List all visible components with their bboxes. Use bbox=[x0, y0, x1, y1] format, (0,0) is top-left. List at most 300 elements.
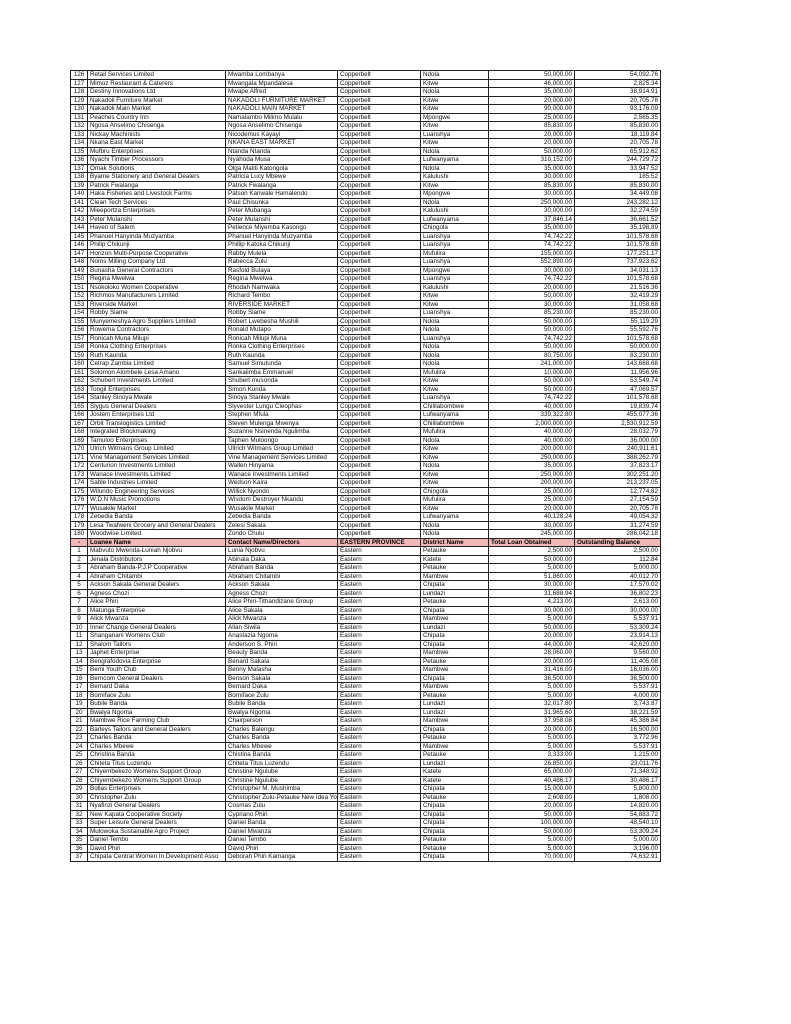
row-number: 138 bbox=[71, 173, 88, 182]
table-row bbox=[71, 292, 661, 301]
loan-register-table bbox=[70, 70, 661, 862]
province: Eastern bbox=[338, 751, 421, 760]
header-province: EASTERN PROVINCE bbox=[338, 538, 421, 547]
table-row bbox=[71, 181, 661, 190]
row-number: 158 bbox=[71, 343, 88, 352]
row-number: 167 bbox=[71, 419, 88, 428]
province: Copperbelt bbox=[338, 419, 421, 428]
total-loan: 30,000.00 bbox=[489, 581, 575, 590]
row-number: 129 bbox=[71, 96, 88, 105]
district: Luanshya bbox=[421, 232, 489, 241]
outstanding-balance: 455,077.36 bbox=[575, 411, 661, 420]
outstanding-balance: 101,578.68 bbox=[575, 232, 661, 241]
province: Eastern bbox=[338, 785, 421, 794]
table-row bbox=[71, 258, 661, 267]
row-number: 135 bbox=[71, 147, 88, 156]
total-loan: 25,000.00 bbox=[489, 496, 575, 505]
province: Copperbelt bbox=[338, 343, 421, 352]
loanee-name: Schubert Investments Limited bbox=[88, 377, 226, 386]
contact-name: David Phiri bbox=[226, 844, 338, 853]
outstanding-balance: 143,668.68 bbox=[575, 360, 661, 369]
district: Chipata bbox=[421, 632, 489, 641]
total-loan: 3,333.00 bbox=[489, 751, 575, 760]
outstanding-balance: 11,956.96 bbox=[575, 368, 661, 377]
total-loan: 5,000.00 bbox=[489, 734, 575, 743]
loanee-name: Philip Chikunji bbox=[88, 241, 226, 250]
total-loan: 20,000.00 bbox=[489, 96, 575, 105]
province: Eastern bbox=[338, 623, 421, 632]
province: Eastern bbox=[338, 615, 421, 624]
loanee-name: Bwalya Ngoma bbox=[88, 708, 226, 717]
total-loan: 30,000.00 bbox=[489, 266, 575, 275]
outstanding-balance: 54,883.72 bbox=[575, 810, 661, 819]
loanee-name: Bunasha General Contractors bbox=[88, 266, 226, 275]
district: Kitwe bbox=[421, 139, 489, 148]
province: Copperbelt bbox=[338, 147, 421, 156]
outstanding-balance: 36,000.00 bbox=[575, 436, 661, 445]
row-number: 130 bbox=[71, 105, 88, 114]
district: Katete bbox=[421, 776, 489, 785]
district: Luanshya bbox=[421, 130, 489, 139]
total-loan: 74,742.22 bbox=[489, 232, 575, 241]
row-number: 157 bbox=[71, 334, 88, 343]
province: Copperbelt bbox=[338, 445, 421, 454]
outstanding-balance: 244,729.72 bbox=[575, 156, 661, 165]
total-loan: 20,000.00 bbox=[489, 504, 575, 513]
contact-name: Rhodah Namwaka bbox=[226, 283, 338, 292]
district: Luanshya bbox=[421, 334, 489, 343]
district: Chingola bbox=[421, 224, 489, 233]
row-number: 28 bbox=[71, 776, 88, 785]
table-row bbox=[71, 700, 661, 709]
header-district: District Name bbox=[421, 538, 489, 547]
loanee-name: Horizon Multi-Purpose Cooperative bbox=[88, 249, 226, 258]
loanee-name: Haven of Salem bbox=[88, 224, 226, 233]
table-row bbox=[71, 802, 661, 811]
outstanding-balance: 3,743.87 bbox=[575, 700, 661, 709]
table-row bbox=[71, 122, 661, 131]
district: Mambwe bbox=[421, 572, 489, 581]
row-number: 154 bbox=[71, 309, 88, 318]
table-row bbox=[71, 581, 661, 590]
total-loan: 35,000.00 bbox=[489, 224, 575, 233]
loanee-name: Orbit Translogistics Limited bbox=[88, 419, 226, 428]
row-number: 19 bbox=[71, 700, 88, 709]
contact-name: Benson Sakala bbox=[226, 674, 338, 683]
province: Eastern bbox=[338, 632, 421, 641]
contact-name: Peter Mulanshi bbox=[226, 215, 338, 224]
total-loan: 50,000.00 bbox=[489, 343, 575, 352]
province: Copperbelt bbox=[338, 275, 421, 284]
outstanding-balance: 53,309.24 bbox=[575, 623, 661, 632]
contact-name: NKANA EAST MARKET bbox=[226, 139, 338, 148]
total-loan: 20,000.00 bbox=[489, 802, 575, 811]
table-row bbox=[71, 708, 661, 717]
district: Mambwe bbox=[421, 742, 489, 751]
province: Copperbelt bbox=[338, 181, 421, 190]
contact-name: Wedson Kaira bbox=[226, 479, 338, 488]
outstanding-balance: 185.52 bbox=[575, 173, 661, 182]
contact-name: Phillip Katoka Chikunji bbox=[226, 241, 338, 250]
row-number: 126 bbox=[71, 71, 88, 80]
table-row bbox=[71, 334, 661, 343]
province: Copperbelt bbox=[338, 292, 421, 301]
total-loan: 50,000.00 bbox=[489, 377, 575, 386]
district: Petauke bbox=[421, 657, 489, 666]
contact-name: NAKADOLI MAIN MARKET bbox=[226, 105, 338, 114]
district: Chingola bbox=[421, 487, 489, 496]
loanee-name: Super Leisure General Dealers bbox=[88, 819, 226, 828]
district: Petauke bbox=[421, 751, 489, 760]
table-row bbox=[71, 547, 661, 556]
province: Eastern bbox=[338, 555, 421, 564]
table-row bbox=[71, 96, 661, 105]
outstanding-balance: 40,012.70 bbox=[575, 572, 661, 581]
table-row bbox=[71, 606, 661, 615]
row-number: 147 bbox=[71, 249, 88, 258]
contact-name: Cosmas Zulu bbox=[226, 802, 338, 811]
row-number: 149 bbox=[71, 266, 88, 275]
district: Lundazi bbox=[421, 589, 489, 598]
total-loan: 50,000.00 bbox=[489, 623, 575, 632]
row-number: 176 bbox=[71, 496, 88, 505]
outstanding-balance: 213,237.05 bbox=[575, 479, 661, 488]
total-loan: 31,416.00 bbox=[489, 666, 575, 675]
outstanding-balance: 33,947.52 bbox=[575, 164, 661, 173]
district: Mufulira bbox=[421, 368, 489, 377]
province: Eastern bbox=[338, 666, 421, 675]
row-number: 22 bbox=[71, 725, 88, 734]
total-loan: 46,000.00 bbox=[489, 79, 575, 88]
table-row bbox=[71, 232, 661, 241]
district: Ndola bbox=[421, 147, 489, 156]
district: Mpongwe bbox=[421, 113, 489, 122]
loanee-name: W.D.N Music Promotions bbox=[88, 496, 226, 505]
contact-name: Robby Siame bbox=[226, 309, 338, 318]
contact-name: Chistina Banda bbox=[226, 751, 338, 760]
contact-name: Chairperson bbox=[226, 717, 338, 726]
row-number: 172 bbox=[71, 462, 88, 471]
row-number: 128 bbox=[71, 88, 88, 97]
outstanding-balance: 9,560.00 bbox=[575, 649, 661, 658]
loanee-name: Chiteta Titus Luzendu bbox=[88, 759, 226, 768]
outstanding-balance: 23,011.76 bbox=[575, 759, 661, 768]
outstanding-balance: 2,825.34 bbox=[575, 79, 661, 88]
province: Copperbelt bbox=[338, 190, 421, 199]
table-row bbox=[71, 623, 661, 632]
row-number: 150 bbox=[71, 275, 88, 284]
table-row bbox=[71, 419, 661, 428]
province: Copperbelt bbox=[338, 326, 421, 335]
outstanding-balance: 31,274.59 bbox=[575, 521, 661, 530]
total-loan: 5,000.00 bbox=[489, 691, 575, 700]
header-row-number: - bbox=[71, 538, 88, 547]
province: Copperbelt bbox=[338, 504, 421, 513]
total-loan: 85,830.00 bbox=[489, 181, 575, 190]
total-loan: 50,000.00 bbox=[489, 827, 575, 836]
header-contact-name: Contact Name/Directors bbox=[226, 538, 338, 547]
contact-name: Daniel Mwanza bbox=[226, 827, 338, 836]
contact-name: Patson Kanwale Hamalendo bbox=[226, 190, 338, 199]
province: Copperbelt bbox=[338, 113, 421, 122]
outstanding-balance: 5,000.00 bbox=[575, 564, 661, 573]
row-number: 32 bbox=[71, 810, 88, 819]
total-loan: 5,000.00 bbox=[489, 844, 575, 853]
table-row bbox=[71, 836, 661, 845]
row-number: 152 bbox=[71, 292, 88, 301]
district: Lufwanyama bbox=[421, 215, 489, 224]
loanee-name: Inner Change General Dealers bbox=[88, 623, 226, 632]
loanee-name: Borniface Zulu bbox=[88, 691, 226, 700]
district: Katete bbox=[421, 555, 489, 564]
outstanding-balance: 83,230.00 bbox=[575, 351, 661, 360]
contact-name: Stephen Mfula bbox=[226, 411, 338, 420]
row-number: 169 bbox=[71, 436, 88, 445]
total-loan: 20,000.00 bbox=[489, 632, 575, 641]
table-row bbox=[71, 649, 661, 658]
row-number: 34 bbox=[71, 827, 88, 836]
contact-name: Robert Lwebesha Mushili bbox=[226, 317, 338, 326]
district: Ndola bbox=[421, 360, 489, 369]
table-row bbox=[71, 428, 661, 437]
total-loan: 250,000.00 bbox=[489, 198, 575, 207]
total-loan: 30,000.00 bbox=[489, 300, 575, 309]
contact-name: Sankalimba Emmanuel bbox=[226, 368, 338, 377]
province: Eastern bbox=[338, 776, 421, 785]
table-row bbox=[71, 377, 661, 386]
outstanding-balance: 17,570.02 bbox=[575, 581, 661, 590]
contact-name: Abraham Banda bbox=[226, 564, 338, 573]
contact-name: Namalambo Milimo Mulalu bbox=[226, 113, 338, 122]
province: Copperbelt bbox=[338, 96, 421, 105]
loanee-name: Tongil Enterprises bbox=[88, 385, 226, 394]
outstanding-balance: 20,705.78 bbox=[575, 504, 661, 513]
loanee-name: Zebedia Banda bbox=[88, 513, 226, 522]
district: Luanshya bbox=[421, 394, 489, 403]
district: Mambwe bbox=[421, 683, 489, 692]
outstanding-balance: 45,386.84 bbox=[575, 717, 661, 726]
table-row bbox=[71, 147, 661, 156]
contact-name: Christine Ngulube bbox=[226, 776, 338, 785]
table-row bbox=[71, 572, 661, 581]
outstanding-balance: 36,661.52 bbox=[575, 215, 661, 224]
row-number: 133 bbox=[71, 130, 88, 139]
loanee-name: Nkana East Market bbox=[88, 139, 226, 148]
loanee-name: Jenala Distributors bbox=[88, 555, 226, 564]
contact-name: Anderson S. Phiri bbox=[226, 640, 338, 649]
total-loan: 5,000.00 bbox=[489, 615, 575, 624]
outstanding-balance: 47,069.57 bbox=[575, 385, 661, 394]
row-number: 37 bbox=[71, 853, 88, 862]
loanee-name: Robby Siame bbox=[88, 309, 226, 318]
total-loan: 15,000.00 bbox=[489, 785, 575, 794]
province: Eastern bbox=[338, 683, 421, 692]
province: Eastern bbox=[338, 734, 421, 743]
row-number: 179 bbox=[71, 521, 88, 530]
province: Copperbelt bbox=[338, 283, 421, 292]
outstanding-balance: 1,808.00 bbox=[575, 793, 661, 802]
contact-name: Allan Siwila bbox=[226, 623, 338, 632]
table-row bbox=[71, 751, 661, 760]
loanee-name: Tamuloo Enterprises bbox=[88, 436, 226, 445]
row-number: 31 bbox=[71, 802, 88, 811]
contact-name: Olga Maliti Katongola bbox=[226, 164, 338, 173]
row-number: 156 bbox=[71, 326, 88, 335]
contact-name: Cypriano Phiri bbox=[226, 810, 338, 819]
outstanding-balance: 42,620.00 bbox=[575, 640, 661, 649]
table-row bbox=[71, 666, 661, 675]
contact-name: Wisdom Destroyer Nkandu bbox=[226, 496, 338, 505]
total-loan: 2,500.00 bbox=[489, 547, 575, 556]
table-row bbox=[71, 156, 661, 165]
district: Lundazi bbox=[421, 759, 489, 768]
table-row bbox=[71, 105, 661, 114]
province: Copperbelt bbox=[338, 266, 421, 275]
outstanding-balance: 35,198.89 bbox=[575, 224, 661, 233]
total-loan: 51,860.00 bbox=[489, 572, 575, 581]
table-row bbox=[71, 411, 661, 420]
district: Chililabombwe bbox=[421, 419, 489, 428]
province: Copperbelt bbox=[338, 164, 421, 173]
contact-name: Paul Chisunka bbox=[226, 198, 338, 207]
row-number: 27 bbox=[71, 768, 88, 777]
contact-name: Patricia Lucy Mbewe bbox=[226, 173, 338, 182]
province: Copperbelt bbox=[338, 513, 421, 522]
loanee-name: Nickay Machinists bbox=[88, 130, 226, 139]
contact-name: Peter Mubanga bbox=[226, 207, 338, 216]
total-loan: 20,000.00 bbox=[489, 657, 575, 666]
total-loan: 50,000.00 bbox=[489, 810, 575, 819]
district: Chipata bbox=[421, 819, 489, 828]
row-number: 178 bbox=[71, 513, 88, 522]
province: Copperbelt bbox=[338, 436, 421, 445]
district: Chipata bbox=[421, 785, 489, 794]
loanee-name: Ackson Sakala General Dealers bbox=[88, 581, 226, 590]
total-loan: 30,000.00 bbox=[489, 521, 575, 530]
contact-name: Ronald Mutapo bbox=[226, 326, 338, 335]
outstanding-balance: 37,823.17 bbox=[575, 462, 661, 471]
row-number: 173 bbox=[71, 470, 88, 479]
province: Copperbelt bbox=[338, 521, 421, 530]
province: Eastern bbox=[338, 606, 421, 615]
row-number: 131 bbox=[71, 113, 88, 122]
contact-name: Taphen Muloongo bbox=[226, 436, 338, 445]
contact-name: Bwalya Ngoma bbox=[226, 708, 338, 717]
loanee-name: Omak Solutions bbox=[88, 164, 226, 173]
loanee-name: Mulowoka Sustainable Agro Project bbox=[88, 827, 226, 836]
loanee-name: Ruth Kaunda bbox=[88, 351, 226, 360]
row-number: 155 bbox=[71, 317, 88, 326]
contact-name: Rabby Mulela bbox=[226, 249, 338, 258]
table-row bbox=[71, 71, 661, 80]
outstanding-balance: 50,000.00 bbox=[575, 343, 661, 352]
total-loan: 31,688.94 bbox=[489, 589, 575, 598]
province: Copperbelt bbox=[338, 462, 421, 471]
loanee-name: Abraham Banda-P.J.P Cooperative bbox=[88, 564, 226, 573]
loanee-name: Chiyembekezo Womens Support Group bbox=[88, 776, 226, 785]
province: Copperbelt bbox=[338, 530, 421, 539]
row-number: 29 bbox=[71, 785, 88, 794]
total-loan: 20,000.00 bbox=[489, 725, 575, 734]
total-loan: 50,000.00 bbox=[489, 71, 575, 80]
province: Copperbelt bbox=[338, 224, 421, 233]
row-number: 153 bbox=[71, 300, 88, 309]
province: Eastern bbox=[338, 547, 421, 556]
outstanding-balance: 19,839.74 bbox=[575, 402, 661, 411]
row-number: 160 bbox=[71, 360, 88, 369]
total-loan: 40,486.17 bbox=[489, 776, 575, 785]
row-number: 15 bbox=[71, 666, 88, 675]
row-number: 145 bbox=[71, 232, 88, 241]
outstanding-balance: 54,092.76 bbox=[575, 71, 661, 80]
district: Petauke bbox=[421, 793, 489, 802]
outstanding-balance: 16,500.00 bbox=[575, 725, 661, 734]
loanee-name: Slygus General Dealers bbox=[88, 402, 226, 411]
province: Copperbelt bbox=[338, 71, 421, 80]
total-loan: 30,000.00 bbox=[489, 173, 575, 182]
contact-name: Ackson Sakala bbox=[226, 581, 338, 590]
total-loan: 31,965.60 bbox=[489, 708, 575, 717]
contact-name: Vine Management Services Limited bbox=[226, 453, 338, 462]
row-number: 171 bbox=[71, 453, 88, 462]
row-number: 20 bbox=[71, 708, 88, 717]
table-row bbox=[71, 470, 661, 479]
province: Eastern bbox=[338, 598, 421, 607]
district: Chipata bbox=[421, 802, 489, 811]
table-row bbox=[71, 309, 661, 318]
table-row bbox=[71, 351, 661, 360]
outstanding-balance: 93,176.09 bbox=[575, 105, 661, 114]
loanee-name: Wusakile Market bbox=[88, 504, 226, 513]
district: Petauke bbox=[421, 547, 489, 556]
loanee-name: Vine Management Services Limited bbox=[88, 453, 226, 462]
province: Copperbelt bbox=[338, 232, 421, 241]
total-loan: 50,000.00 bbox=[489, 292, 575, 301]
total-loan: 50,000.00 bbox=[489, 147, 575, 156]
loanee-name: Retail Services Limited bbox=[88, 71, 226, 80]
province: Copperbelt bbox=[338, 487, 421, 496]
loanee-name: Ngosa Anselimo Chisenga bbox=[88, 122, 226, 131]
row-number: 148 bbox=[71, 258, 88, 267]
district: Mambwe bbox=[421, 717, 489, 726]
loanee-name: Barleys Tailors and General Dealers bbox=[88, 725, 226, 734]
table-row bbox=[71, 130, 661, 139]
province: Eastern bbox=[338, 853, 421, 862]
district: Kitwe bbox=[421, 453, 489, 462]
district: Mufulira bbox=[421, 428, 489, 437]
loanee-name: Mufbru Enterprises bbox=[88, 147, 226, 156]
district: Luanshya bbox=[421, 241, 489, 250]
district: Mambwe bbox=[421, 666, 489, 675]
header-loanee-name: Loanee Name bbox=[88, 538, 226, 547]
outstanding-balance: 4,000.00 bbox=[575, 691, 661, 700]
contact-name: Rasfold Bulaya bbox=[226, 266, 338, 275]
table-row bbox=[71, 402, 661, 411]
province: Copperbelt bbox=[338, 241, 421, 250]
outstanding-balance: 5,537.91 bbox=[575, 742, 661, 751]
province: Copperbelt bbox=[338, 385, 421, 394]
contact-name: Zondo Chulu bbox=[226, 530, 338, 539]
table-row bbox=[71, 555, 661, 564]
loanee-name: Integrated Blockmaking bbox=[88, 428, 226, 437]
loanee-name: Stanley Sinoya Mwale bbox=[88, 394, 226, 403]
total-loan: 50,000.00 bbox=[489, 555, 575, 564]
total-loan: 85,830.00 bbox=[489, 122, 575, 131]
contact-name: Agness Chozi bbox=[226, 589, 338, 598]
table-row bbox=[71, 360, 661, 369]
district: Kalulushi bbox=[421, 173, 489, 182]
district: Mufulira bbox=[421, 496, 489, 505]
